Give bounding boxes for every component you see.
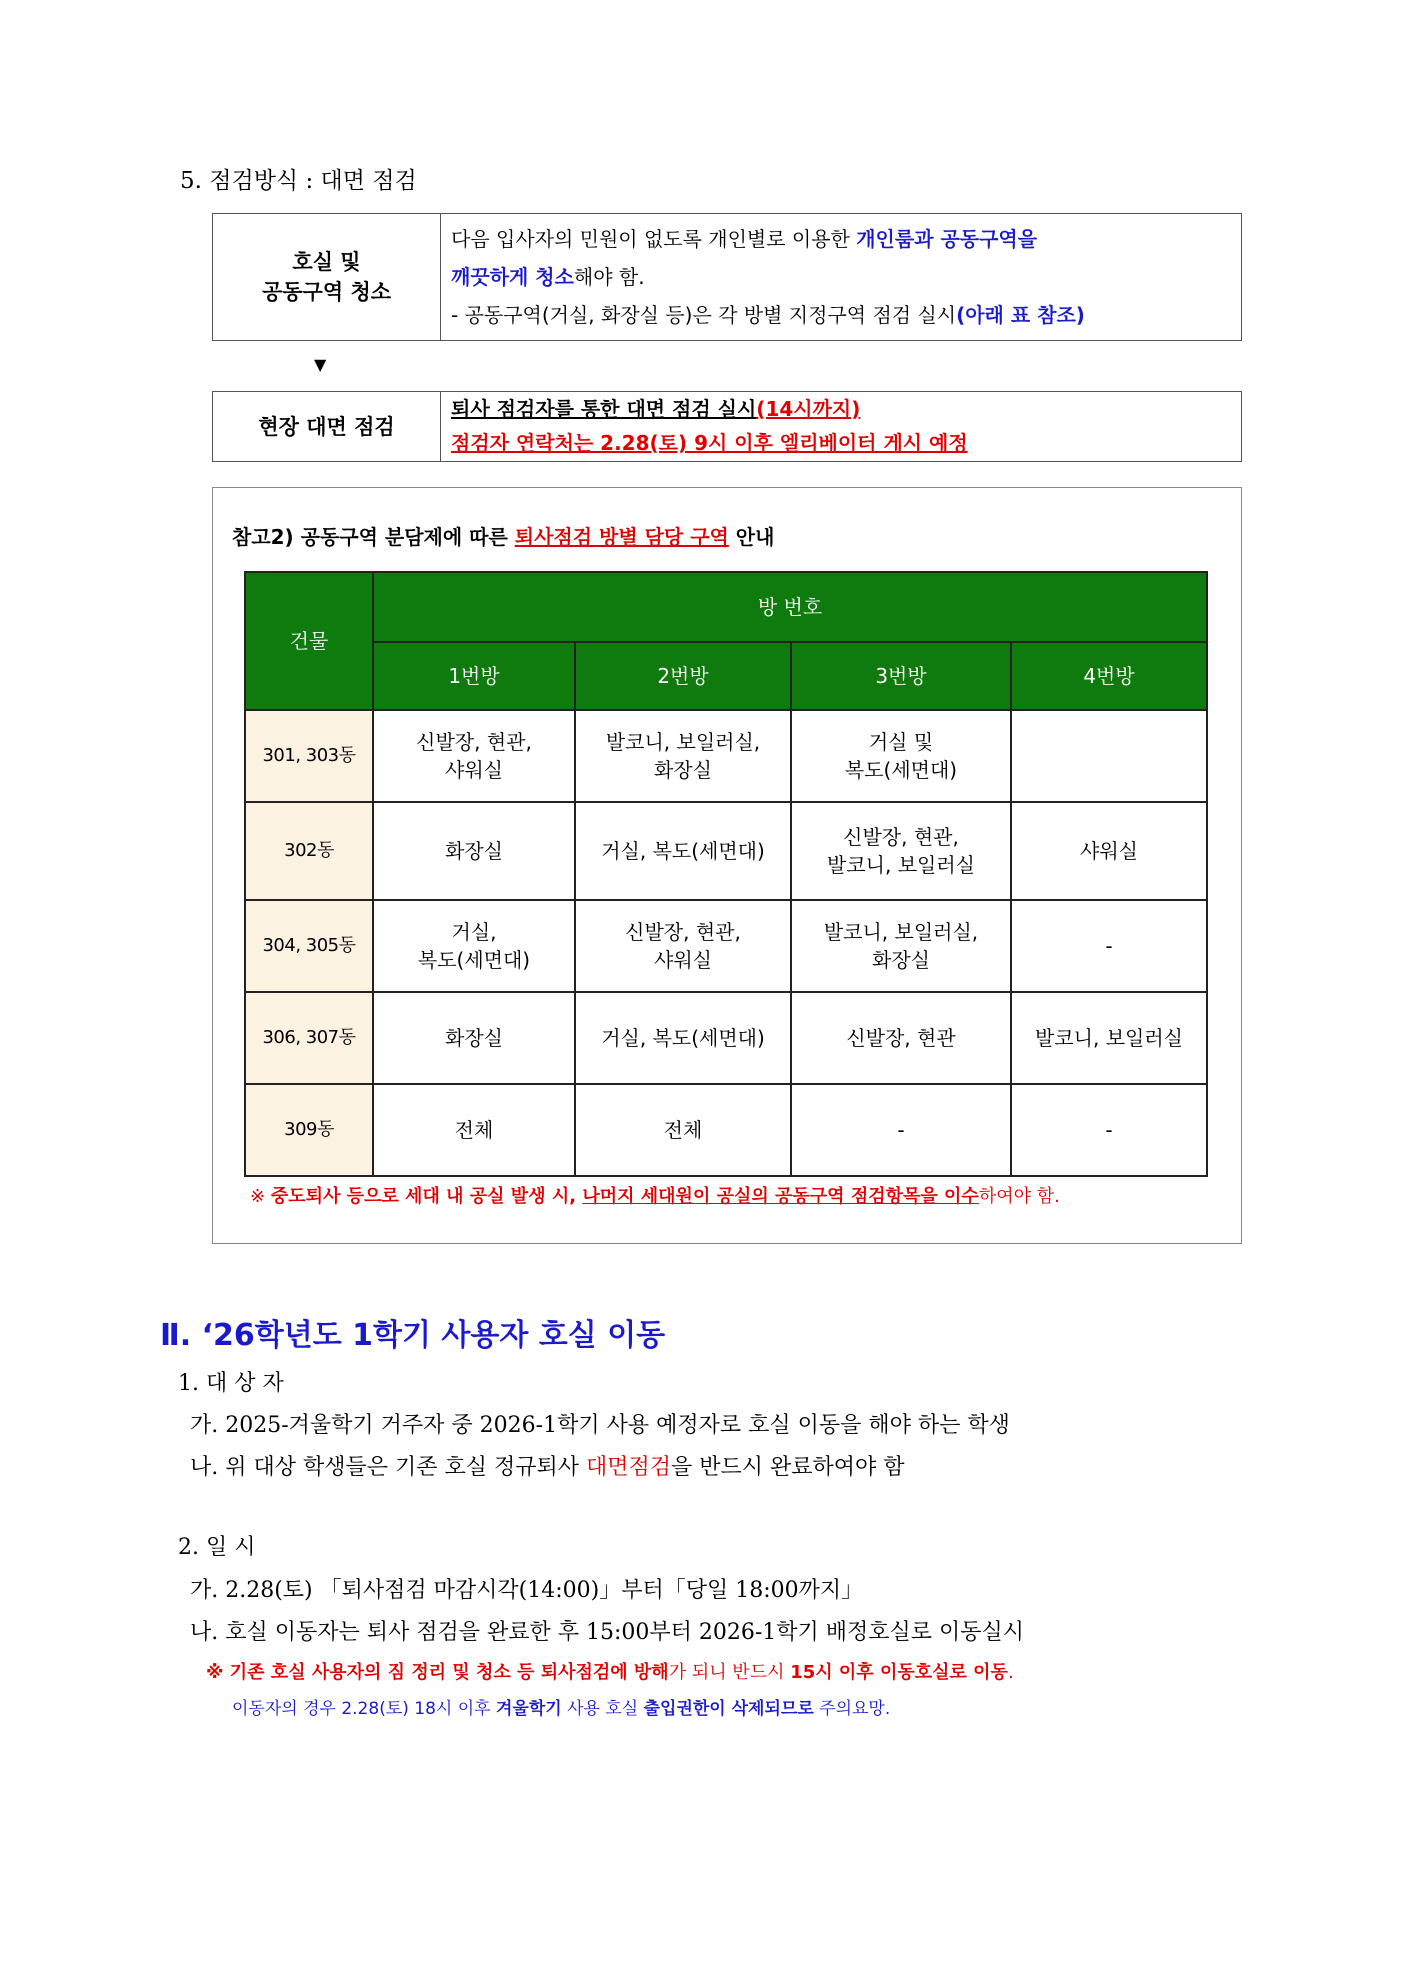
area-cell bbox=[1011, 900, 1207, 992]
area-cell-line: 거실, 복도(세면대) bbox=[601, 1026, 765, 1050]
item1-b-suffix: 을 반드시 완료하여야 함 bbox=[671, 1455, 905, 1480]
area-cell-line: 신발장, 현관 bbox=[846, 1026, 956, 1050]
area-cell bbox=[575, 992, 791, 1084]
building-cell: 301, 303동 bbox=[245, 710, 373, 802]
area-cell bbox=[575, 802, 791, 900]
section-2-title: Ⅱ. ‘26학년도 1학기 사용자 호실 이동 bbox=[160, 1318, 666, 1353]
reference-title-suffix: 안내 bbox=[728, 525, 775, 549]
cleaning-line2-text: 해야 함. bbox=[573, 265, 645, 289]
area-cell-line: 발코니, 보일러실 bbox=[827, 853, 975, 877]
move-note-part4: . bbox=[1007, 1662, 1014, 1683]
cleaning-label bbox=[213, 214, 441, 340]
area-cell-line: 전체 bbox=[454, 1118, 494, 1142]
area-cell bbox=[373, 1084, 575, 1176]
item1-b-text: 나. 위 대상 학생들은 기존 호실 정규퇴사 bbox=[190, 1455, 586, 1480]
item2-b: 나. 호실 이동자는 퇴사 점검을 완료한 후 15:00부터 2026-1학기 배정호실로 이동실시 bbox=[190, 1620, 1025, 1645]
area-cell-line: - bbox=[897, 1118, 905, 1142]
access-note-part5: 주의요망. bbox=[813, 1699, 891, 1719]
area-cell-line: 거실 및 bbox=[868, 730, 934, 754]
area-cell bbox=[791, 900, 1011, 992]
area-cell bbox=[1011, 802, 1207, 900]
building-cell: 309동 bbox=[245, 1084, 373, 1176]
header-room-2: 2번방 bbox=[575, 642, 791, 710]
area-cell-line: 복도(세면대) bbox=[417, 948, 531, 972]
cleaning-content bbox=[441, 214, 1241, 340]
cleaning-line3-text: - 공동구역(거실, 화장실 등)은 각 방별 지정구역 점검 실시 bbox=[451, 303, 957, 327]
area-assignment-table bbox=[244, 571, 1208, 1177]
building-cell: 306, 307동 bbox=[245, 992, 373, 1084]
area-cell bbox=[1011, 1084, 1207, 1176]
inspection-row bbox=[212, 391, 1242, 462]
building-cell: 302동 bbox=[245, 802, 373, 900]
area-cell-line: 거실, bbox=[451, 920, 497, 944]
area-cell-line: 복도(세면대) bbox=[844, 758, 958, 782]
cleaning-label-line1: 호실 및 bbox=[292, 250, 361, 274]
area-cell bbox=[575, 1084, 791, 1176]
item1-a: 가. 2025-겨울학기 거주자 중 2026-1학기 사용 예정자로 호실 이동을 해야 하는 학생 bbox=[190, 1413, 1010, 1438]
table-row bbox=[245, 710, 1207, 802]
inspection-line2: 점검자 연락처는 2.28(토) 9시 이후 엘리베이터 게시 예정 bbox=[451, 431, 968, 455]
area-cell-line: 화장실 bbox=[445, 839, 503, 863]
area-cell bbox=[791, 802, 1011, 900]
area-cell bbox=[791, 1084, 1011, 1176]
area-cell-line: 발코니, 보일러실, bbox=[605, 730, 761, 754]
cleaning-label-line2: 공동구역 청소 bbox=[261, 280, 392, 304]
inspection-line1-time: (14시까지) bbox=[756, 397, 861, 421]
area-cell bbox=[1011, 992, 1207, 1084]
reference-title-emphasis: 퇴사점검 방별 담당 구역 bbox=[514, 525, 729, 549]
item2-title: 2. 일 시 bbox=[178, 1535, 256, 1560]
area-cell-line: 신발장, 현관, bbox=[416, 730, 532, 754]
cleaning-row bbox=[212, 213, 1242, 341]
header-room-1: 1번방 bbox=[373, 642, 575, 710]
reference-note bbox=[250, 1182, 1060, 1208]
area-cell bbox=[791, 710, 1011, 802]
area-cell bbox=[373, 802, 575, 900]
item1-b bbox=[190, 1450, 905, 1481]
access-note-part2: 겨울학기 bbox=[496, 1699, 562, 1719]
area-cell bbox=[373, 992, 575, 1084]
area-cell-line: 전체 bbox=[663, 1118, 703, 1142]
area-cell-line: 화장실 bbox=[872, 948, 930, 972]
area-cell-line: 샤워실 bbox=[445, 758, 503, 782]
area-cell bbox=[575, 900, 791, 992]
access-note-part1: 이동자의 경우 2.28(토) 18시 이후 bbox=[232, 1699, 496, 1719]
cleaning-line3-emphasis: (아래 표 참조) bbox=[956, 303, 1085, 327]
item1-b-emphasis: 대면점검 bbox=[585, 1455, 671, 1480]
note-part1: 중도퇴사 등으로 세대 내 공실 발생 시, bbox=[270, 1186, 583, 1207]
cleaning-line1-emphasis: 개인룸과 공동구역을 bbox=[856, 227, 1038, 251]
note-mark: ※ bbox=[250, 1186, 271, 1207]
access-note-part3: 사용 호실 bbox=[561, 1699, 644, 1719]
area-cell bbox=[373, 900, 575, 992]
area-cell-line: 샤워실 bbox=[1080, 839, 1138, 863]
cleaning-line1-text: 다음 입사자의 민원이 없도록 개인별로 이용한 bbox=[451, 227, 857, 251]
area-cell-line: 발코니, 보일러실, bbox=[823, 920, 979, 944]
note-part2: 나머지 세대원이 공실의 공동구역 점검항목을 이수 bbox=[582, 1186, 979, 1207]
area-cell-line: 샤워실 bbox=[654, 948, 712, 972]
table-row bbox=[245, 992, 1207, 1084]
item1-title: 1. 대 상 자 bbox=[178, 1371, 284, 1396]
header-rooms: 방 번호 bbox=[373, 572, 1207, 642]
reference-title-prefix: 참고2) 공동구역 분담제에 따른 bbox=[232, 525, 515, 549]
area-cell bbox=[575, 710, 791, 802]
inspection-content bbox=[441, 392, 1241, 461]
access-note-part4: 출입권한이 삭제되므로 bbox=[643, 1699, 814, 1719]
table-row bbox=[245, 802, 1207, 900]
reference-title bbox=[232, 521, 774, 550]
area-cell bbox=[1011, 710, 1207, 802]
header-building: 건물 bbox=[245, 572, 373, 710]
area-cell bbox=[791, 992, 1011, 1084]
item2-a: 가. 2.28(토) 「퇴사점검 마감시각(14:00)」부터「당일 18:00까지」 bbox=[190, 1578, 864, 1603]
area-cell-line: 신발장, 현관, bbox=[625, 920, 741, 944]
area-cell-line: 거실, 복도(세면대) bbox=[601, 839, 765, 863]
area-cell-line: 발코니, 보일러실 bbox=[1035, 1026, 1183, 1050]
area-cell-line: 신발장, 현관, bbox=[843, 825, 959, 849]
area-cell bbox=[373, 710, 575, 802]
area-cell-line: 화장실 bbox=[654, 758, 712, 782]
move-note-part2: 가 되니 반드시 bbox=[668, 1662, 791, 1683]
building-cell: 304, 305동 bbox=[245, 900, 373, 992]
inspection-label: 현장 대면 점검 bbox=[213, 392, 441, 461]
move-note bbox=[206, 1658, 1014, 1684]
table-row bbox=[245, 900, 1207, 992]
access-note bbox=[232, 1694, 890, 1719]
area-cell-line: 화장실 bbox=[445, 1026, 503, 1050]
move-note-part1: ※ 기존 호실 사용자의 짐 정리 및 청소 등 퇴사점검에 방해 bbox=[206, 1662, 669, 1683]
move-note-part3: 15시 이후 이동호실로 이동 bbox=[790, 1662, 1008, 1683]
area-cell-line: - bbox=[1105, 1118, 1113, 1142]
header-room-3: 3번방 bbox=[791, 642, 1011, 710]
table-body bbox=[245, 710, 1207, 1176]
inspection-line1-text: 퇴사 점검자를 통한 대면 점검 실시 bbox=[451, 397, 757, 421]
cleaning-line2-emphasis: 깨끗하게 청소 bbox=[451, 265, 574, 289]
area-cell-line: - bbox=[1105, 934, 1113, 958]
note-part3: 하여야 함. bbox=[978, 1186, 1060, 1207]
header-room-4: 4번방 bbox=[1011, 642, 1207, 710]
down-arrow-icon: ▼ bbox=[314, 355, 327, 374]
table-row bbox=[245, 1084, 1207, 1176]
section-5-title: 5. 점검방식 : 대면 점검 bbox=[180, 168, 417, 194]
